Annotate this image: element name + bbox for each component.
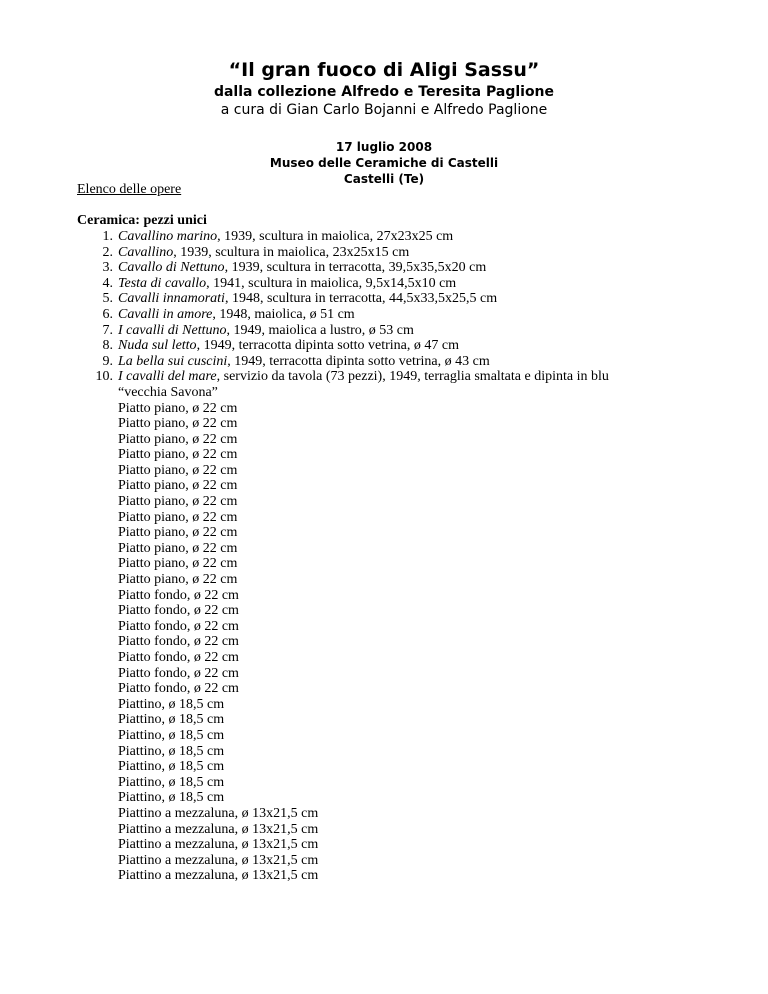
work-title: I cavalli del mare (118, 369, 217, 385)
work-details: , 1941, scultura in maiolica, 9,5x14,5x10 cm (206, 275, 457, 291)
service-piece: Piattino a mezzaluna, ø 13x21,5 cm (118, 837, 319, 853)
event-venue: Museo delle Ceramiche di Castelli (269, 156, 499, 170)
work-details: , 1939, scultura in maiolica, 23x25x15 cm (173, 244, 410, 260)
service-piece: Piatto piano, ø 22 cm (118, 494, 238, 510)
work-number: 6. (102, 306, 113, 322)
category-heading: Ceramica: pezzi unici (77, 213, 207, 228)
service-piece: Piatto piano, ø 22 cm (118, 416, 238, 432)
work-details: , 1939, scultura in maiolica, 27x23x25 cm (217, 229, 454, 244)
service-piece: Piattino, ø 18,5 cm (118, 743, 225, 759)
work-number: 8. (102, 338, 113, 354)
work-item (77, 291, 609, 307)
work-number: 10. (95, 369, 113, 385)
service-piece: Piattino, ø 18,5 cm (118, 759, 225, 775)
work-number: 1. (102, 229, 113, 244)
event-date: 17 luglio 2008 (335, 140, 433, 154)
work-title: Cavalli in amore (118, 306, 213, 322)
document-title: “Il gran fuoco di Aligi Sassu” (228, 59, 540, 81)
service-piece: Piattino, ø 18,5 cm (118, 790, 225, 806)
work-details: , 1948, maiolica, ø 51 cm (212, 306, 355, 322)
work-item (77, 369, 609, 400)
work-item (77, 323, 609, 339)
work-number: 5. (102, 291, 113, 307)
section-heading: Elenco delle opere (77, 182, 182, 197)
collection-subtitle: dalla collezione Alfredo e Teresita Paglione (213, 84, 555, 100)
service-piece: Piattino, ø 18,5 cm (118, 774, 225, 790)
work-item (77, 307, 609, 323)
service-piece: Piatto fondo, ø 22 cm (118, 665, 239, 681)
work-title: Cavallino (118, 244, 174, 260)
service-piece: Piatto piano, ø 22 cm (118, 478, 238, 494)
works-list (77, 229, 609, 401)
work-title: Testa di cavallo (118, 275, 207, 291)
service-piece: Piatto piano, ø 22 cm (118, 572, 238, 588)
service-piece: Piatto fondo, ø 22 cm (118, 634, 239, 650)
work-item (77, 276, 609, 292)
service-piece: Piatto piano, ø 22 cm (118, 447, 238, 463)
event-info (0, 139, 768, 187)
work-number: 9. (102, 353, 113, 369)
service-piece: Piatto piano, ø 22 cm (118, 556, 238, 572)
service-piece: Piatto piano, ø 22 cm (118, 509, 238, 525)
service-pieces-list (118, 401, 318, 884)
work-title: Cavallino marino (118, 229, 218, 244)
work-details: , 1948, scultura in terracotta, 44,5x33,5x25,5 cm (224, 291, 498, 307)
work-item (77, 260, 609, 276)
service-piece: Piatto fondo, ø 22 cm (118, 681, 239, 697)
service-piece: Piatto piano, ø 22 cm (118, 525, 238, 541)
work-item (77, 354, 609, 370)
work-item (77, 338, 609, 354)
work-details-continued: “vecchia Savona” (118, 384, 218, 400)
work-number: 2. (102, 244, 113, 260)
service-piece: Piatto piano, ø 22 cm (118, 431, 238, 447)
work-title: Cavalli innamorati (118, 291, 225, 307)
service-piece: Piattino, ø 18,5 cm (118, 727, 225, 743)
work-title: Cavallo di Nettuno (118, 260, 225, 276)
service-piece: Piattino a mezzaluna, ø 13x21,5 cm (118, 852, 319, 868)
service-piece: Piatto piano, ø 22 cm (118, 400, 238, 416)
service-piece: Piattino a mezzaluna, ø 13x21,5 cm (118, 805, 319, 821)
service-piece: Piatto fondo, ø 22 cm (118, 618, 239, 634)
event-place: Castelli (Te) (343, 172, 425, 186)
service-piece: Piatto fondo, ø 22 cm (118, 650, 239, 665)
work-details: , 1949, terracotta dipinta sotto vetrina, ø 47 cm (196, 338, 459, 354)
work-details: , 1949, terracotta dipinta sotto vetrina, ø 43 cm (227, 353, 490, 369)
service-piece: Piattino a mezzaluna, ø 13x21,5 cm (118, 821, 319, 837)
service-piece: Piatto fondo, ø 22 cm (118, 603, 239, 619)
work-details: , 1949, maiolica a lustro, ø 53 cm (226, 322, 414, 338)
work-number: 7. (102, 322, 113, 338)
work-number: 3. (102, 260, 113, 276)
service-piece: Piattino a mezzaluna, ø 13x21,5 cm (118, 868, 319, 884)
service-piece: Piatto piano, ø 22 cm (118, 540, 238, 556)
work-item (77, 229, 609, 245)
work-title: Nuda sul letto (118, 338, 197, 354)
service-piece: Piatto fondo, ø 22 cm (118, 587, 239, 603)
curator-line: a cura di Gian Carlo Bojanni e Alfredo Paglione (220, 102, 548, 118)
work-item (77, 245, 609, 261)
service-piece: Piattino, ø 18,5 cm (118, 712, 225, 728)
work-details: , 1939, scultura in terracotta, 39,5x35,5x20 cm (224, 260, 487, 276)
work-title: I cavalli di Nettuno (118, 322, 227, 338)
work-number: 4. (102, 275, 113, 291)
service-piece: Piatto piano, ø 22 cm (118, 462, 238, 478)
service-piece: Piattino, ø 18,5 cm (118, 696, 225, 712)
work-title: La bella sui cuscini (118, 353, 228, 369)
work-details: , servizio da tavola (73 pezzi), 1949, terraglia smaltata e dipinta in blu (216, 369, 609, 385)
